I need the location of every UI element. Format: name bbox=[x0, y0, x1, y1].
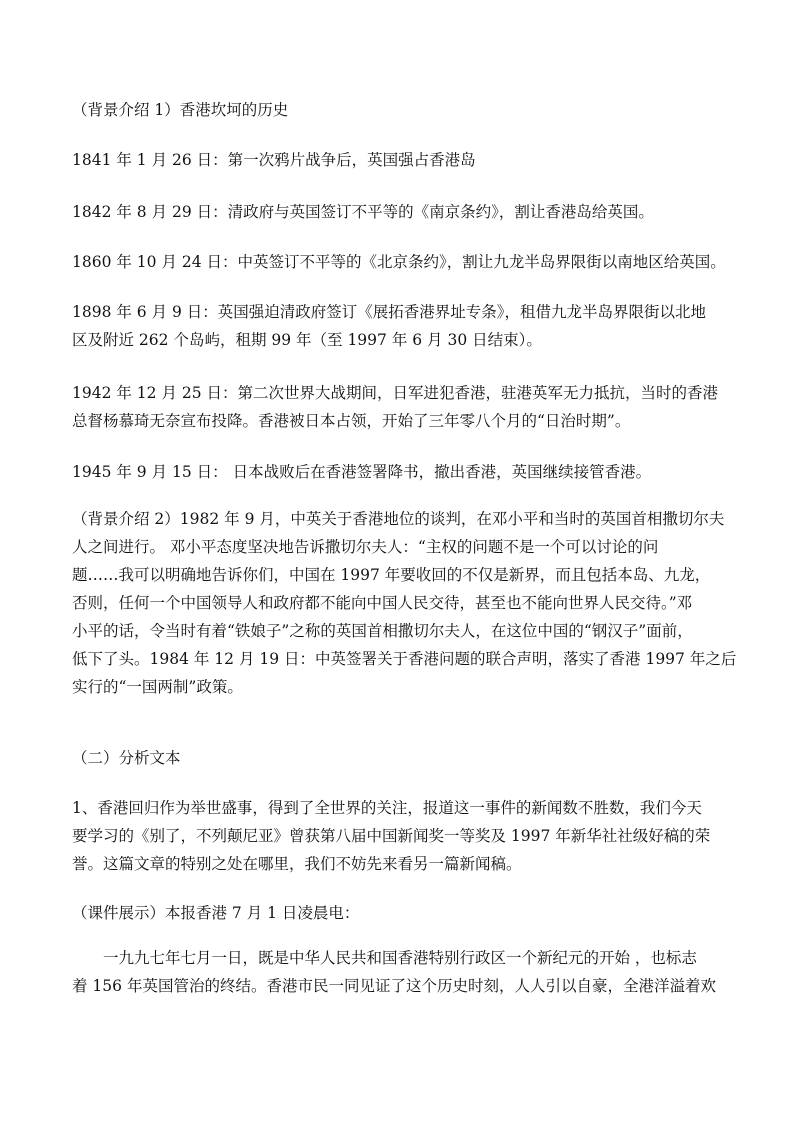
text-line: 1860 年 10 月 24 日：中英签订不平等的《北京条约》，割让九龙半岛界限街以南地区给英国。 bbox=[72, 253, 726, 271]
text-line: 题……我可以明确地告诉你们，中国在 1997 年要收回的不仅是新界，而且包括本岛、九龙， bbox=[72, 566, 711, 584]
background-1-heading bbox=[72, 96, 732, 124]
text-line: 一九九七年七月一日，既是中华人民共和国香港特别行政区一个新纪元的开始 ，也标志 bbox=[103, 949, 697, 967]
text-line: （课件展示）本报香港 7 月 1 日凌晨电： bbox=[72, 904, 360, 922]
analysis-section-heading bbox=[72, 744, 732, 772]
text-line: （背景介绍 2）1982 年 9 月，中英关于香港地位的谈判，在邓小平和当时的英国首相撒切尔夫 bbox=[72, 510, 725, 528]
analysis-paragraph-1 bbox=[72, 794, 732, 878]
event-1841 bbox=[72, 146, 732, 174]
text-line: 着 156 年英国管治的终结。香港市民一同见证了这个历史时刻，人人引以自豪，全港洋溢着欢 bbox=[72, 977, 716, 995]
text-line: 1942 年 12 月 25 日：第二次世界大战期间，日军进犯香港，驻港英军无力抵抗，当时的香港 bbox=[72, 384, 719, 402]
text-line: 否则，任何一个中国领导人和政府都不能向中国人民交待，甚至也不能向世界人民交待。”邓 bbox=[72, 594, 693, 612]
event-1898 bbox=[72, 298, 732, 354]
courseware-heading bbox=[72, 899, 732, 927]
text-line: 总督杨慕琦无奈宣布投降。香港被日本占领，开始了三年零八个月的“日治时期”。 bbox=[72, 412, 631, 430]
event-1860 bbox=[72, 248, 732, 276]
text-line: 誉。这篇文章的特别之处在哪里，我们不妨先来看另一篇新闻稿。 bbox=[72, 855, 522, 873]
text-line: 要学习的《别了，不列颠尼亚》曾获第八届中国新闻奖一等奖及 1997 年新华社社级好稿的荣 bbox=[72, 827, 711, 845]
background-2-paragraph bbox=[72, 505, 737, 701]
text-line: 1841 年 1 月 26 日：第一次鸦片战争后，英国强占香港岛 bbox=[72, 151, 476, 169]
text-line: 人之间进行。 邓小平态度坚决地告诉撒切尔夫人：“主权的问题不是一个可以讨论的问 bbox=[72, 538, 659, 556]
event-1945 bbox=[72, 458, 732, 486]
news-paragraph bbox=[72, 944, 732, 1000]
text-line: （背景介绍 1）香港坎坷的历史 bbox=[72, 101, 289, 119]
text-line: 1898 年 6 月 9 日：英国强迫清政府签订《展拓香港界址专条》，租借九龙半岛界限街以北地 bbox=[72, 303, 707, 321]
text-line: 区及附近 262 个岛屿，租期 99 年（至 1997 年 6 月 30 日结束）。 bbox=[72, 331, 542, 349]
event-1842 bbox=[72, 198, 732, 226]
text-line: 1、香港回归作为举世盛事，得到了全世界的关注，报道这一事件的新闻数不胜数，我们今天 bbox=[72, 799, 702, 817]
text-line: 1945 年 9 月 15 日： 日本战败后在香港签署降书，撤出香港，英国继续接管香港。 bbox=[72, 463, 652, 481]
text-line: 1842 年 8 月 29 日：清政府与英国签订不平等的《南京条约》，割让香港岛给英国。 bbox=[72, 203, 654, 221]
text-line: （二）分析文本 bbox=[72, 749, 181, 767]
event-1942 bbox=[72, 379, 732, 435]
text-line: 小平的话，令当时有着“铁娘子”之称的英国首相撒切尔夫人，在这位中国的“钢汉子”面前， bbox=[72, 622, 693, 640]
text-line: 实行的“一国两制”政策。 bbox=[72, 678, 243, 696]
text-line: 低下了头。1984 年 12 月 19 日：中英签署关于香港问题的联合声明，落实了香港 1997 年之后 bbox=[72, 650, 737, 668]
